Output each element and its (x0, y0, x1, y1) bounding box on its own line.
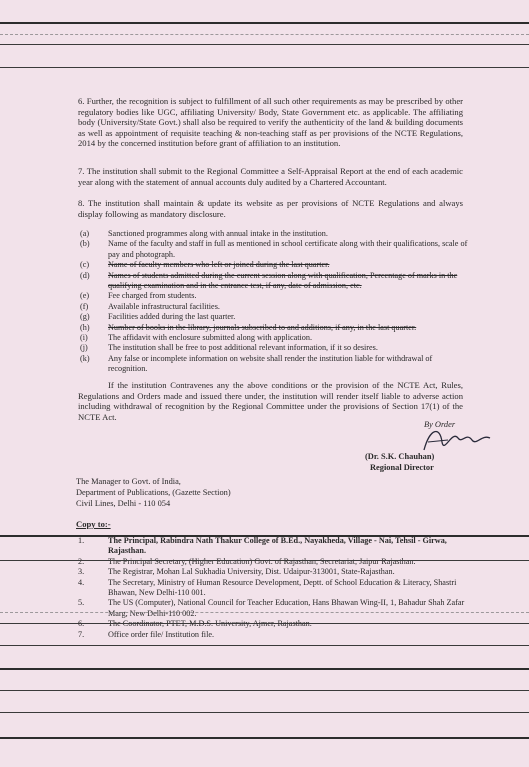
list-item-key: 4. (78, 577, 85, 587)
list-item (78, 343, 468, 353)
list-item-key: (j) (80, 343, 88, 353)
list-item-text: Names of students admitted during the current session along with qualification, Percentage of marks in the qualifying examination and in the entrance test, if any, date of admission, etc. (108, 270, 458, 291)
list-item-key: (i) (80, 333, 88, 343)
list-item-key: (b) (80, 239, 90, 249)
list-item-text: The Principal Secretary, (Higher Education) Govt. of Rajasthan, Secretariat, Jaipur Rajasthan. (108, 556, 416, 566)
address-line-3: Civil Lines, Delhi - 110 054 (76, 499, 171, 508)
list-item-key: (f) (80, 301, 89, 311)
list-item (76, 536, 468, 557)
list-item (76, 619, 468, 629)
list-item (76, 598, 468, 619)
list-item-key: 7. (78, 629, 85, 639)
paragraph-8: 8. The institution shall maintain & update its website as per provisions of NCTE Regulations and always display following as mandatory disclosure. (78, 198, 463, 219)
scan-rule (0, 690, 529, 691)
list-item-key: (g) (80, 312, 90, 322)
list-item (78, 260, 468, 270)
list-item-text: Available infrastructural facilities. (108, 301, 220, 311)
address-line-2: Department of Publications, (Gazette Section) (76, 488, 231, 497)
list-item-text: The US (Computer), National Council for Teacher Education, Hans Bhawan Wing-II, 1, Bahadur Shah Zafar Marg, New Delhi-110 002. (108, 598, 465, 618)
list-item (78, 312, 468, 322)
list-item-key: (c) (80, 260, 90, 270)
list-item-text: Facilities added during the last quarter. (108, 312, 236, 322)
list-item-key: 6. (78, 619, 85, 629)
list-item-text: The affidavit with enclosure submitted along with application. (108, 333, 313, 343)
list-item (78, 354, 468, 375)
list-item (76, 567, 468, 577)
list-item-text: The Principal, Rabindra Nath Thakur College of B.Ed., Nayakheda, Village - Nai, Tehsil - Girwa, Rajasthan. (108, 536, 447, 556)
scan-rule (0, 623, 529, 624)
list-item-text: The Secretary, Ministry of Human Resource Development, Deptt. of School Education & Literacy, Shastri Bhawan, New Delhi-110 001. (108, 577, 457, 598)
copy-to-heading: Copy to:- (76, 519, 111, 529)
copy-to-list (76, 536, 468, 640)
list-item-text: The Coordinator, PTET, M.D.S. University, Ajmer, Rajasthan. (108, 619, 312, 629)
list-item-key: 3. (78, 567, 85, 577)
list-item-text: Any false or incomplete information on website shall render the institution liable for withdrawal of recognition. (108, 353, 433, 374)
scan-rule (0, 34, 529, 35)
list-item (78, 291, 468, 301)
signatory-designation: Regional Director (370, 463, 434, 472)
scan-rule (0, 612, 529, 613)
list-item-key: (a) (80, 229, 90, 238)
list-item (78, 302, 468, 312)
list-item (76, 630, 468, 640)
list-item (76, 557, 468, 567)
paragraph-7: 7. The institution shall submit to the Regional Committee a Self-Appraisal Report at the end of each academic year along with the statement of annual accounts duly audited by a Chartered Accountant. (78, 166, 463, 187)
paragraph-6: 6. Further, the recognition is subject to fulfillment of all such other requirements as may be prescribed by other regulatory bodies like UGC, affiliating University/ Body, State Government etc. as applicable. The affiliating body (University/State Govt.) shall also be required to verify the authenticity of the land & building documents as well as appointment of requisite teaching & non-teaching staff as per provisions of the NCTE Regulations, 2014 by the concerned institution before grant of affiliation to an institution. (78, 96, 463, 149)
scan-rule (0, 560, 529, 561)
scan-rule (0, 712, 529, 713)
disclosure-list (78, 229, 468, 375)
list-item-text: Sanctioned programmes along with annual intake in the institution. (108, 229, 328, 238)
list-item-text: The institution shall be free to post additional relevant information, if it so desires. (108, 343, 378, 353)
scan-rule (0, 668, 529, 670)
list-item-text: Name of the faculty and staff in full as mentioned in school certificate along with their qualifications, scale of pay and photograph. (108, 239, 468, 259)
list-item (78, 229, 468, 239)
contravene-paragraph: If the institution Contravenes any the above conditions or the provision of the NCTE Act, Rules, Regulations and Orders made and issued there under, the institution will render itself liable to adverse action including withdrawal of recognition by the Regional Committee under the provisions of Section 17(1) of the NCTE Act. (78, 380, 463, 422)
list-item-text: Name of faculty members who left or joined during the last quarter. (108, 260, 330, 270)
list-item-key: 5. (78, 598, 85, 608)
list-item-text: Office order file/ Institution file. (108, 629, 215, 639)
list-item-text: The Registrar, Mohan Lal Sukhadia University, Dist. Udaipur-313001, State-Rajasthan. (108, 567, 395, 577)
list-item-key: (k) (80, 353, 90, 363)
list-item (78, 333, 468, 343)
list-item (78, 239, 468, 260)
scan-rule (0, 22, 529, 24)
scan-rule (0, 44, 529, 45)
list-item (78, 271, 468, 292)
list-item-text: Fee charged from students. (108, 291, 197, 301)
list-item-key: (e) (80, 291, 90, 301)
scan-rule (0, 67, 529, 68)
scan-rule (0, 737, 529, 739)
list-item-text: Number of books in the library, journals subscribed to and additions, if any, in the last quarter. (108, 322, 417, 332)
list-item-key: (h) (80, 322, 90, 332)
list-item-key: 2. (78, 556, 85, 566)
scan-rule (0, 645, 529, 646)
list-item (76, 578, 468, 599)
list-item (78, 323, 468, 333)
signatory-name: (Dr. S.K. Chauhan) (365, 452, 435, 461)
list-item-key: (d) (80, 270, 90, 280)
list-item-key: 1. (78, 536, 85, 545)
address-line-1: The Manager to Govt. of India, (76, 477, 181, 486)
by-order-text: By Order (424, 420, 456, 429)
